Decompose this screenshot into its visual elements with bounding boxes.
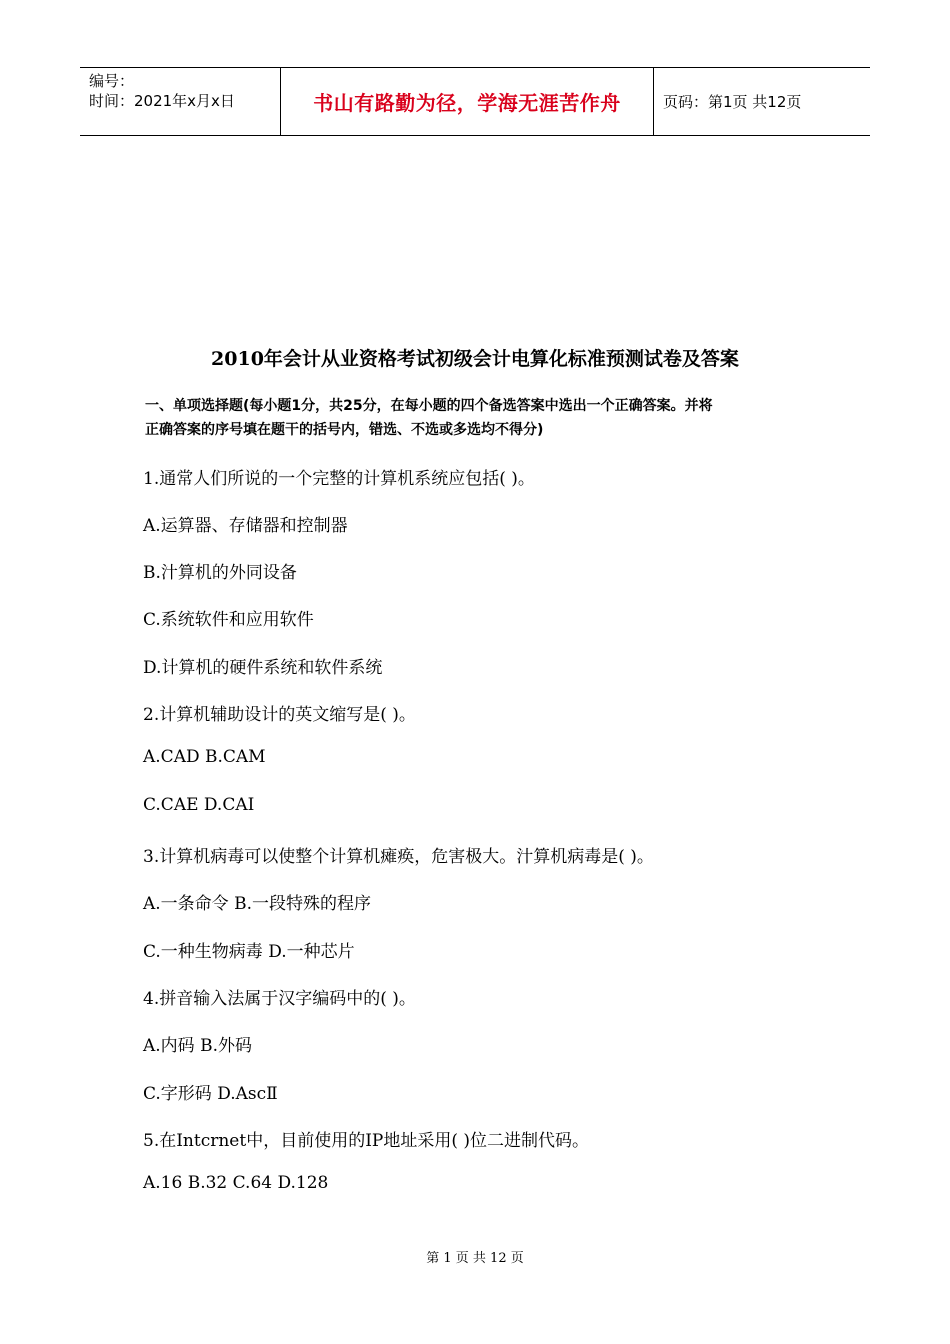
question-1-option-c: C.系统软件和应用软件 [143, 610, 314, 630]
section-line-1: 一、单项选择题(每小题1分，共25分，在每小题的四个备选答案中选出一个正确答案。并将 [145, 398, 713, 414]
question-3: 3.计算机病毒可以使整个计算机瘫痪，危害极大。汁算机病毒是( )。 [143, 847, 654, 867]
question-1: 1.通常人们所说的一个完整的计算机系统应包括( )。 [143, 469, 535, 489]
header-table [80, 67, 870, 136]
question-5-options: A.16 B.32 C.64 D.128 [143, 1173, 329, 1193]
question-4: 4.拼音输入法属于汉字编码中的( )。 [143, 989, 416, 1009]
question-4-options-cd: C.字形码 D.AscⅡ [143, 1084, 278, 1104]
header-meta-cell [80, 68, 281, 135]
question-3-options-ab: A.一条命令 B.一段特殊的程序 [143, 894, 371, 914]
page-info: 页码：第1页 共12页 [663, 93, 802, 111]
question-1-option-a: A.运算器、存储器和控制器 [143, 516, 348, 536]
question-5: 5.在Intcrnet中，目前使用的IP地址采用( )位二进制代码。 [143, 1131, 590, 1151]
question-2: 2.计算机辅助设计的英文缩写是( )。 [143, 705, 416, 725]
question-2-options-cd: C.CAE D.CAI [143, 795, 255, 815]
motto: 书山有路勤为径，学海无涯苦作舟 [313, 91, 621, 115]
header-motto-cell [281, 68, 654, 135]
section-instructions [145, 394, 825, 442]
question-1-option-b: B.汁算机的外同设备 [143, 563, 297, 583]
section-line-2: 正确答案的序号填在题干的括号内，错选、不选或多选均不得分) [145, 422, 544, 438]
question-2-options-ab: A.CAD B.CAM [143, 747, 266, 767]
question-3-options-cd: C.一种生物病毒 D.一种芯片 [143, 942, 355, 962]
date-label: 时间：2021年x月x日 [89, 92, 235, 110]
serial-label: 编号： [89, 72, 135, 90]
question-4-options-ab: A.内码 B.外码 [143, 1036, 252, 1056]
page-footer: 第 1 页 共 12 页 [426, 1251, 524, 1266]
document-title: 2010年会计从业资格考试初级会计电算化标准预测试卷及答案 [211, 348, 739, 370]
header-page-cell [654, 68, 870, 135]
question-1-option-d: D.计算机的硬件系统和软件系统 [143, 658, 383, 678]
